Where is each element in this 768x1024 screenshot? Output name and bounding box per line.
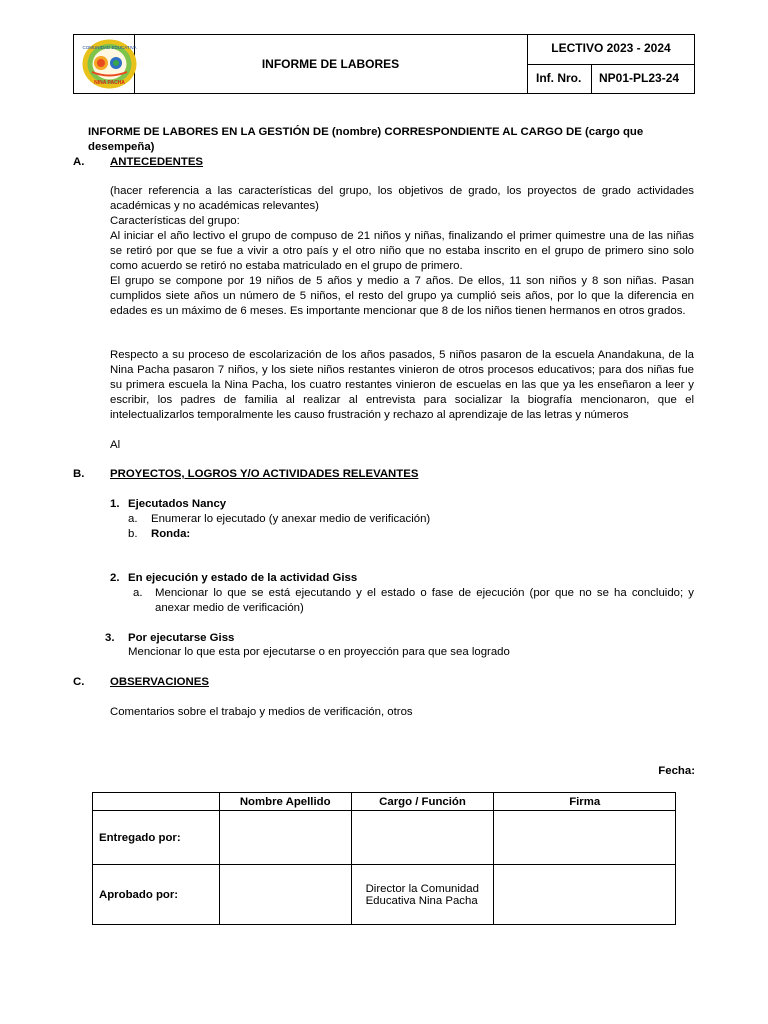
header-title: INFORME DE LABORES xyxy=(261,57,400,71)
approved-signature-cell[interactable] xyxy=(494,865,676,925)
item1-b-letter: b. xyxy=(128,528,138,540)
item2-number: 2. xyxy=(110,572,120,584)
document-header xyxy=(73,34,695,94)
item2-a-letter: a. xyxy=(133,587,143,599)
signature-table xyxy=(92,792,676,925)
delivered-name-cell[interactable] xyxy=(219,811,351,865)
delivered-signature-cell[interactable] xyxy=(494,811,676,865)
approved-by-label: Aprobado por: xyxy=(93,865,220,925)
section-a-intro: (hacer referencia a las características del grupo, los objetivos de grado, los proyectos de grado actividades académicas y no académicas relevantes) xyxy=(110,185,694,212)
table-row-delivered xyxy=(93,811,676,865)
item1-a-letter: a. xyxy=(128,513,138,525)
school-logo xyxy=(82,39,137,89)
item3-title: Por ejecutarse Giss xyxy=(128,632,235,644)
inf-number-value: NP01-PL23-24 xyxy=(599,71,680,85)
inf-number-label: Inf. Nro. xyxy=(536,71,582,85)
item2-a-text: Mencionar lo que se está ejecutando y el estado o fase de ejecución (por que no se ha concluido; y anexar medio de verificación) xyxy=(155,587,694,614)
item3-number: 3. xyxy=(105,632,115,644)
group-characteristics-label: Características del grupo: xyxy=(110,215,240,227)
header-cell-name: Nombre Apellido xyxy=(219,793,351,811)
approved-name-cell[interactable] xyxy=(219,865,351,925)
section-a-heading: ANTECEDENTES xyxy=(110,156,204,168)
header-cell-role: Cargo / Función xyxy=(351,793,494,811)
schooling-paragraph: Respecto a su proceso de escolarización de los años pasados, 5 niños pasaron de la escuela Anandakuna, de la Nina Pacha pasaron 7 niños, y los siete niños restantes vinieron de otros procesos educativos; para dos niñas fue su primera escuela la Nina Pacha, los cuatro restantes vinieron de escuelas en las que ya les enseñaron a leer y escribir, los padres de familia al realizar al entrevista para socializar la biografía mencionaron, que el intelectualizarlos temporalmente les causo frustración y rechazo al aprendizaje de las letras y números xyxy=(110,349,694,421)
header-cell-empty xyxy=(93,793,220,811)
date-label: Fecha: xyxy=(658,765,695,777)
report-title: INFORME DE LABORES EN LA GESTIÓN DE (nombre) CORRESPONDIENTE AL CARGO DE (cargo que desempeña) xyxy=(88,126,644,153)
group-composition-paragraph: El grupo se compone por 19 niños de 5 años y medio a 7 años. De ellos, 11 son niños y 8 son niñas. Pasan cumplidos siete años un número de 5 niños, el resto del grupo ya cumplió seis años, por lo que la diferencia en edades es un máximo de 6 meses. Es importante mencionar que 8 de los niños tienen hermanos en otros grados. xyxy=(110,275,694,317)
item1-title: Ejecutados Nancy xyxy=(128,498,227,510)
approved-role-cell[interactable]: Director la Comunidad Educativa Nina Pacha xyxy=(351,865,494,925)
section-c-heading: OBSERVACIONES xyxy=(110,676,209,688)
item3-text: Mencionar lo que esta por ejecutarse o en proyección para que sea logrado xyxy=(128,646,510,658)
delivered-by-label: Entregado por: xyxy=(93,811,220,865)
logo-text-top: COMUNIDAD EDUCATIVA xyxy=(82,45,137,50)
delivered-role-cell[interactable] xyxy=(351,811,494,865)
item1-number: 1. xyxy=(110,498,120,510)
item1-b-text: Ronda: xyxy=(151,528,191,540)
table-header-row xyxy=(93,793,676,811)
header-period: LECTIVO 2023 - 2024 xyxy=(551,41,671,55)
header-cell-signature: Firma xyxy=(494,793,676,811)
group-start-paragraph: Al iniciar el año lectivo el grupo de compuso de 21 niños y niñas, finalizando el primer quimestre una de las niñas se retiró por que se fue a vivir a otro país y el otro niño que no estaba inscrito en el grupo de primero sino solo como acuerdo se retiró no estaba matriculado en el grupo de primero. xyxy=(110,230,694,272)
section-a-letter: A. xyxy=(73,156,85,168)
section-c-letter: C. xyxy=(73,676,85,688)
section-b-heading: PROYECTOS, LOGROS Y/O ACTIVIDADES RELEVANTES xyxy=(110,468,419,480)
section-b-letter: B. xyxy=(73,468,85,480)
observations-text: Comentarios sobre el trabajo y medios de verificación, otros xyxy=(110,706,413,718)
table-row-approved xyxy=(93,865,676,925)
logo-text-bottom: NINA PACHA xyxy=(94,80,125,86)
section-a-trailing-text: Al xyxy=(110,439,121,451)
item2-title: En ejecución y estado de la actividad Giss xyxy=(128,572,358,584)
item1-a-text: Enumerar lo ejecutado (y anexar medio de verificación) xyxy=(151,513,431,525)
